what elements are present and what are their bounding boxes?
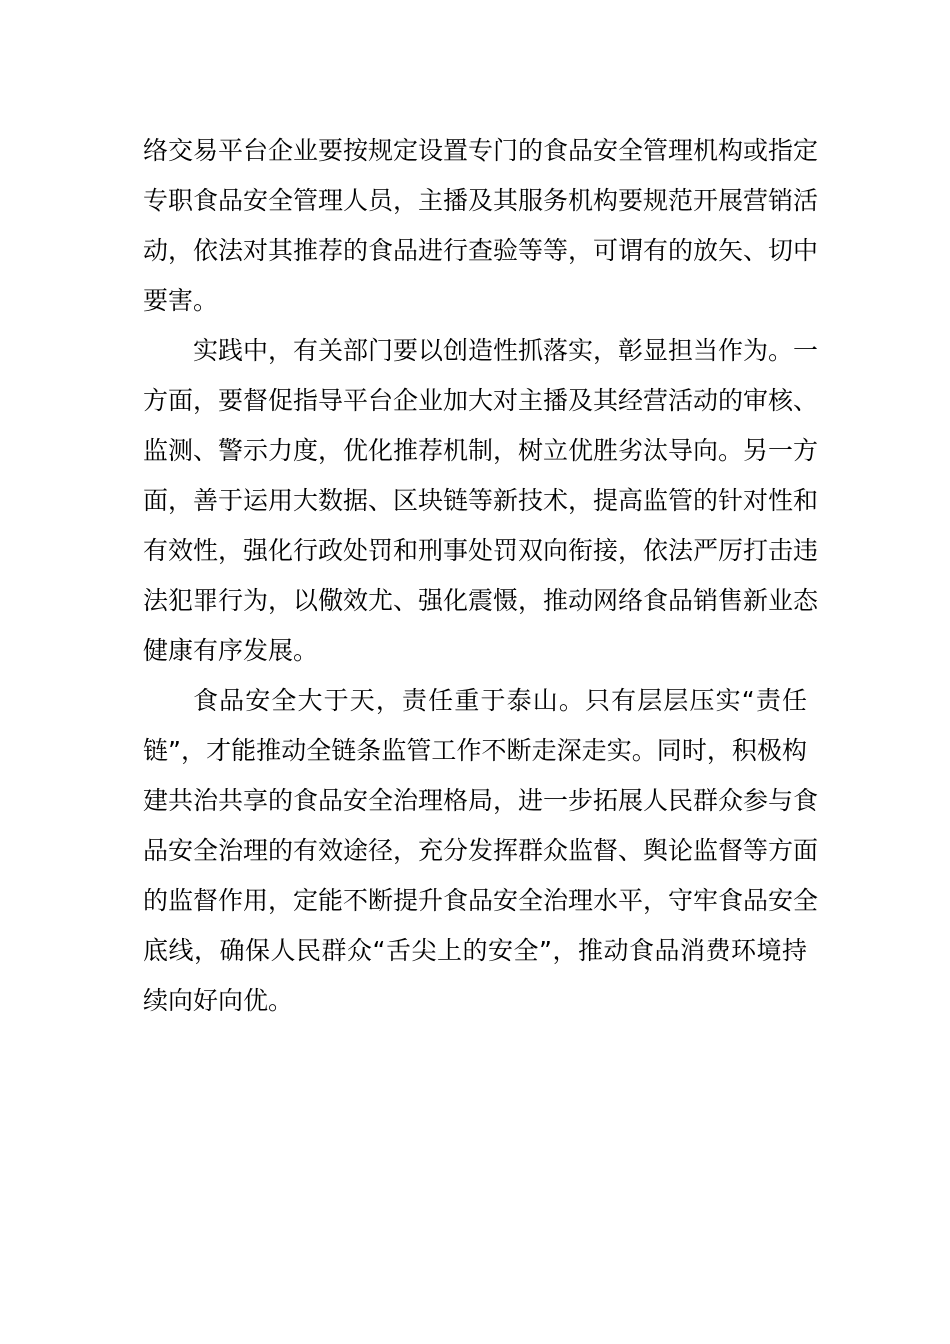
paragraph-line: 监测、警示力度，优化推荐机制，树立优胜劣汰导向。另一方: [143, 436, 819, 465]
paragraph-line: 链”，才能推动全链条监管工作不断走深走实。同时，积极构: [143, 736, 807, 765]
document-body: [143, 126, 819, 1026]
paragraph-line: 的监督作用，定能不断提升食品安全治理水平，守牢食品安全: [143, 886, 819, 915]
paragraph-line: 法犯罪行为，以儆效尤、强化震慑，推动网络食品销售新业态: [143, 586, 819, 615]
paragraph-line: 底线，确保人民群众“舌尖上的安全”，推动食品消费环境持: [143, 936, 807, 965]
paragraph-3: [143, 676, 819, 1026]
paragraph-1: [143, 126, 819, 326]
paragraph-line: 专职食品安全管理人员，主播及其服务机构要规范开展营销活: [143, 186, 819, 215]
paragraph-line: 面，善于运用大数据、区块链等新技术，提高监管的针对性和: [143, 486, 819, 515]
paragraph-line: 品安全治理的有效途径，充分发挥群众监督、舆论监督等方面: [143, 836, 819, 865]
paragraph-line: 动，依法对其推荐的食品进行查验等等，可谓有的放矢、切中: [143, 236, 819, 265]
paragraph-2: [143, 326, 819, 676]
paragraph-line: 健康有序发展。: [143, 636, 319, 665]
paragraph-line: 方面，要督促指导平台企业加大对主播及其经营活动的审核、: [143, 386, 819, 415]
paragraph-line: 建共治共享的食品安全治理格局，进一步拓展人民群众参与食: [143, 786, 819, 815]
paragraph-line: 络交易平台企业要按规定设置专门的食品安全管理机构或指定: [143, 136, 819, 165]
paragraph-line: 有效性，强化行政处罚和刑事处罚双向衔接，依法严厉打击违: [143, 536, 819, 565]
paragraph-line: 实践中，有关部门要以创造性抓落实，彰显担当作为。一: [193, 336, 819, 365]
paragraph-line: 食品安全大于天，责任重于泰山。只有层层压实“责任: [193, 686, 807, 715]
paragraph-line: 续向好向优。: [143, 986, 294, 1015]
paragraph-line: 要害。: [143, 286, 219, 315]
